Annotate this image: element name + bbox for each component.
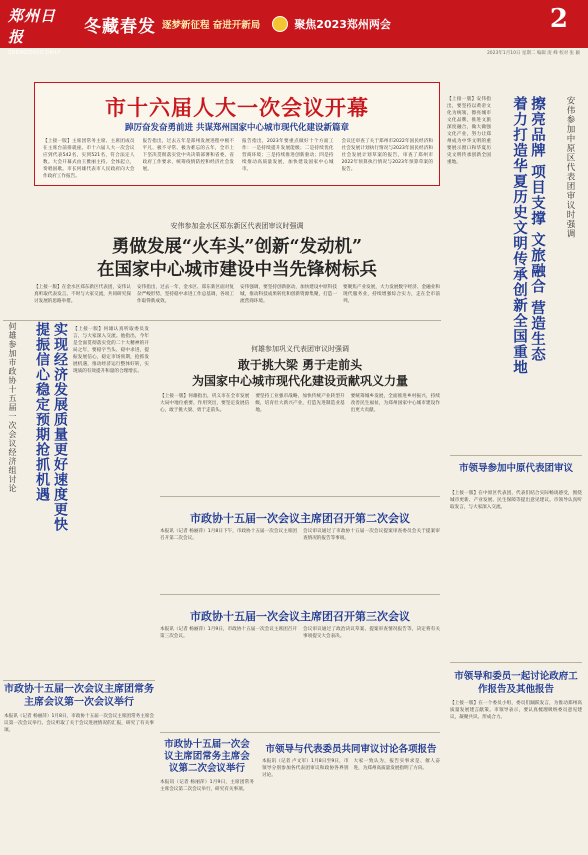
date-line: 2023年1月10日 星期二 编辑 庞 峰 校对 张 颖 xyxy=(486,51,580,56)
banner-slogan: 冬藏春发 xyxy=(84,16,156,37)
economy-headline-1[interactable]: 实现经济发展质量更好速度更快 xyxy=(52,322,68,532)
gongyi-text: 要统筹城乡发展，全面推进乡村振兴，持续改善民生福祉，为郑州国家中心城市建设作出更大贡献。 xyxy=(350,394,440,413)
top-story-text: 报告指出，2023年要重点做好十个方面工作：一是持续提升发展能级；二是持续优化营商环境；三是持续推进创新驱动；四是持续推动高质量发展，加快建设国家中心城市。 xyxy=(242,139,334,172)
top-story-text: 会议还审查了关于郑州市2022年国民经济和社会发展计划执行情况与2023年国民经济和社会发展计划草案的报告，审查了郑州市2022年预算执行情况与2023年预算草案的报告。 xyxy=(341,139,433,172)
presidium-3-body xyxy=(160,626,440,726)
section-divider xyxy=(450,455,582,456)
standing-committee-headline[interactable]: 市政协十五届一次会议主席团常务主席会议第一次会议举行 xyxy=(4,684,154,708)
gongyi-kicker: 何雄参加巩义代表团审议时强调 xyxy=(251,345,349,353)
logo-english: ZHENGZHOU DAILY xyxy=(8,50,61,56)
gongyi-text: 要坚持工业强市战略，加快传统产业转型升级，培育壮大新兴产业，打造先进制造业基地。 xyxy=(255,394,345,413)
right-news-2-text: 【上接一版】在一个委员小组，委员们踊跃发言，为推动郑州高质量发展建言献策。市领导表示，要认真梳理吸纳委员意见建议，凝聚共识、形成合力。 xyxy=(450,701,582,720)
presidium-2-text: 会议审议通过了市政协十五届一次会议提案审查委员会关于提案审查情况的报告等事项。 xyxy=(303,529,440,541)
gongyi-text: 【上接一版】何雄指出，巩义市在全市发展大局中地位重要、作用突出，要坚定发展信心，敢于挑大梁、勇于走前头。 xyxy=(160,394,250,413)
logo-chinese: 郑州日报 xyxy=(8,7,57,46)
top-story-text: 【上接一版】主席团常务主席、主席团成员在主席台前排就座。市十六届人大一次会议应到代表542名，实到521名，符合法定人数。大会开幕式由王雅丽主持。全体起立，奏唱国歌。市长何雄代表市人民政府向大会作政府工作报告。 xyxy=(43,139,135,179)
right-news-1-headline[interactable]: 市领导参加中原代表团审议 xyxy=(458,463,573,474)
gongyi-headline-2[interactable]: 为国家中心城市现代化建设贡献巩义力量 xyxy=(191,374,408,388)
section-divider xyxy=(160,496,440,497)
top-story xyxy=(34,82,440,186)
section-divider xyxy=(160,732,440,733)
masthead-banner xyxy=(84,6,391,42)
right-news-2-headline[interactable]: 市领导和委员一起讨论政府工作报告及其他报告 xyxy=(454,671,578,695)
right-news-1-text: 【上接一版】在中原区代表团，代表们结合实际畅谈感受，围绕城市更新、产业发展、民生保障等提出意见建议。市领导认真听取发言，与大家深入交流。 xyxy=(450,491,582,510)
zhongyuan-headline-1[interactable]: 擦亮品牌 项目支撑 文旅融合 营造生态 xyxy=(529,96,546,363)
zhongyuan-kicker: 安伟参加中原区代表团审议时强调 xyxy=(565,96,575,239)
presidium-3-text: 会议审议通过了政治决议草案、提案审查情况报告等，决定将有关事项提交大会表决。 xyxy=(303,627,440,639)
leaders-report-body xyxy=(262,758,440,851)
jinshui-text: 安伟强调，要坚持创新驱动，加快建设中原科技城，推动科技成果转化和创新资源集聚，打造一流营商环境。 xyxy=(240,285,337,304)
presidium-2b-headline[interactable]: 市政协十五届一次会议主席团常务主席会议第二次会议举行 xyxy=(164,739,250,774)
economy-group-story xyxy=(3,322,153,677)
presidium-3-text: 本报讯（记者 杨丽萍）1月9日，市政协十五届一次会议主席团召开第三次会议。 xyxy=(160,627,297,639)
jinshui-text: 要聚焦产业发展，大力发展数字经济、金融业和现代服务业，持续增强综合实力，走在全市前列。 xyxy=(343,285,440,304)
economy-headline-2[interactable]: 提振信心稳定预期抢抓机遇 xyxy=(34,322,50,502)
economy-text: 【上接一版】何雄认真听取委员发言，与大家深入交流。他指出，今年是全面贯彻落实党的二十大精神的开局之年，要稳字当头、稳中求进，提振发展信心，稳定市场预期，抢抓发展机遇，推动经济运行整体好转，实现质的有效提升和量的合理增长。 xyxy=(73,327,149,374)
leaders-report-headline[interactable]: 市领导与代表委员共同审议讨论各项报告 xyxy=(265,744,437,755)
presidium-2-headline[interactable]: 市政协十五届一次会议主席团召开第二次会议 xyxy=(190,512,410,525)
top-story-text: 报告指出，过去五年是郑州发展进程中极不平凡、极不寻常、极为难忘的五年，全市上下坚决贯彻落实党中央决策部署和省委、省政府工作要求，统筹疫情防控和经济社会发展。 xyxy=(142,139,234,172)
emblem-icon xyxy=(272,16,288,32)
top-story-headline[interactable]: 市十六届人大一次会议开幕 xyxy=(105,95,369,120)
presidium-3-headline[interactable]: 市政协十五届一次会议主席团召开第三次会议 xyxy=(190,610,410,623)
jinshui-text: 安伟指出，过去一年，金水区、郑东新区面对复杂严峻形势，坚持稳中求进工作总基调，各项工作取得新成效。 xyxy=(137,285,234,304)
session-label: 聚焦2023郑州两会 xyxy=(294,18,391,31)
zhongyuan-text: 【上接一版】安伟指出，要坚持以黄帝文化为统领，擦亮城市文化品牌，推进文旅深度融合，做大做强文化产业，努力让郑州成为中华文明的重要展示窗口和华夏历史文明传承创新全国重地。 xyxy=(447,97,491,165)
banner-subslogan: 逐梦新征程 奋进开新局 xyxy=(162,20,261,31)
jinshui-headline-2[interactable]: 在国家中心城市建设中当先锋树标兵 xyxy=(97,260,377,280)
leaders-report-text: 大家一致认为，报告实事求是、催人奋进，为郑州高质量发展指明了方向。 xyxy=(353,759,440,771)
zhongyuan-story xyxy=(447,82,585,450)
section-divider xyxy=(3,320,441,321)
page-number: 2 xyxy=(549,4,568,34)
section-divider xyxy=(450,662,582,663)
top-story-subtitle: 踔厉奋发奋勇前进 共谋郑州国家中心城市现代化建设新篇章 xyxy=(125,123,349,133)
jinshui-text: 【上接一版】在金水区郑东新区代表团，安伟认真听取代表发言，不时与大家交流，共同研究探讨发展的思路举措。 xyxy=(34,285,131,304)
section-divider xyxy=(3,680,155,681)
newspaper-logo xyxy=(8,5,70,56)
gongyi-headline-1[interactable]: 敢于挑大梁 勇于走前头 xyxy=(237,358,363,372)
economy-kicker: 何雄参加市政协十五届一次会议经济组讨论 xyxy=(8,322,17,493)
gongyi-body xyxy=(160,393,440,489)
leaders-report-text: 本报讯（记者 卢文军）1月8日至9日，市领导分别参加各代表团审议和政协各界别讨论。 xyxy=(262,759,349,778)
zhongyuan-headline-2[interactable]: 着力打造华夏历史文明传承创新全国重地 xyxy=(511,96,528,375)
standing-committee-text: 本报讯（记者 杨丽萍）1月8日，市政协十五届一次会议主席团常务主席会议第一次会议举行。会议听取了关于会议进展情况的汇报，研究了有关事项。 xyxy=(4,714,154,733)
jinshui-kicker: 安伟参加金水区郑东新区代表团审议时强调 xyxy=(170,222,304,230)
presidium-2b-text: 本报讯（记者 杨丽萍）1月9日，主席团常务主席会议第二次会议举行，研究有关事项。 xyxy=(160,780,254,792)
jinshui-headline-1[interactable]: 勇做发展“火车头”创新“发动机” xyxy=(111,237,363,257)
presidium-2-text: 本报讯（记者 杨丽萍）1月8日下午，市政协十五届一次会议主席团召开第二次会议。 xyxy=(160,529,297,541)
section-divider xyxy=(160,594,440,595)
jinshui-body xyxy=(34,284,440,318)
presidium-2-body xyxy=(160,528,440,588)
